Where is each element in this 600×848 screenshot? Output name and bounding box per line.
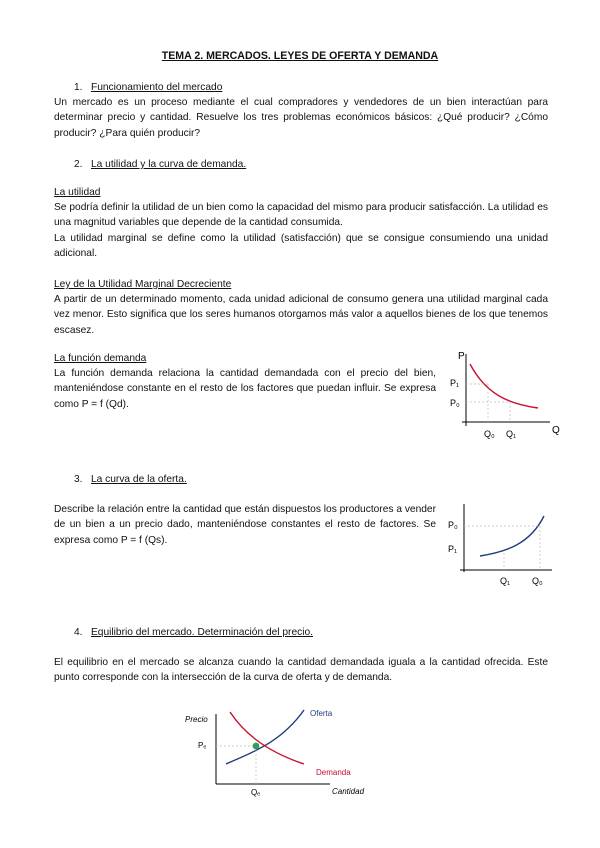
demand-graph [448, 346, 568, 446]
section-title: La curva de la oferta. [91, 474, 187, 485]
supply-graph [446, 500, 556, 592]
subheading-ley-utilidad: Ley de la Utilidad Marginal Decreciente [54, 279, 232, 290]
supply-curve [226, 710, 304, 764]
ley-utilidad-paragraph: A partir de un determinado momento, cada unidad adicional de consumo genera una utilidad marginal cada vez menor. Esto significa que los seres humanos otorgamos más valor a aquellos bienes de los que tenemos escasez. [54, 294, 548, 336]
q0-label: Q₀ [484, 429, 495, 439]
y-axis-label: Precio [185, 715, 208, 724]
demand-curve [230, 712, 304, 764]
p1-label: P₁ [450, 378, 460, 388]
p0-label: P₀ [450, 398, 460, 408]
equilibrium-graph [180, 702, 370, 802]
q1-label: Q₁ [506, 429, 517, 439]
section-number: 4. [74, 627, 83, 638]
x-axis-label: Q [552, 425, 560, 436]
utilidad-paragraph-2: La utilidad marginal se define como la utilidad (satisfacción) que se consigue consumiendo una unidad adicional. [54, 233, 548, 260]
section-title: Equilibrio del mercado. Determinación del precio. [91, 627, 313, 638]
section-number: 2. [74, 159, 83, 170]
y-axis-label: P [458, 351, 465, 362]
q1-label: Q₁ [500, 576, 511, 586]
supply-label: Oferta [310, 709, 333, 718]
x-axis-label: Cantidad [332, 787, 365, 796]
supply-curve [480, 516, 544, 556]
subheading-utilidad: La utilidad [54, 187, 101, 198]
page-title: TEMA 2. MERCADOS. LEYES DE OFERTA Y DEMANDA [161, 50, 439, 62]
qe-label: Qₑ [251, 788, 261, 797]
section-3-heading [74, 472, 187, 487]
p0-label: P₀ [448, 520, 458, 530]
section-title: La utilidad y la curva de demanda. [91, 159, 247, 170]
section-title: Funcionamiento del mercado [91, 82, 223, 93]
p1-label: P₁ [448, 544, 458, 554]
section-4-body: El equilibrio en el mercado se alcanza cuando la cantidad demandada iguala a la cantidad ofrecida. Este punto corresponde con la intersección de la curva de oferta y de demanda. [54, 657, 548, 684]
pe-label: Pₑ [198, 741, 207, 750]
section-3-body: Describe la relación entre la cantidad que están dispuestos los productores a vender de un bien a un precio dado, manteniéndose constantes el resto de factores. Se expresa como P = f (Qs). [54, 504, 436, 546]
demand-curve [470, 364, 538, 408]
subheading-funcion-demanda: La función demanda [54, 353, 147, 364]
section-1-heading [74, 80, 222, 95]
section-number: 3. [74, 474, 83, 485]
q0-label: Q₀ [532, 576, 543, 586]
section-1-body: Un mercado es un proceso mediante el cual compradores y vendedores de un bien interactúan para determinar precio y cantidad. Resuelve los tres problemas económicos básicos: ¿Qué producir? ¿Cómo producir? ¿Para quién producir? [54, 97, 548, 139]
section-number: 1. [74, 82, 83, 93]
section-2-heading [74, 157, 246, 172]
funcion-demanda-paragraph: La función demanda relaciona la cantidad demandada con el precio del bien, manteniéndose constante en el resto de los factores que puedan influir. Se expresa como P = f (Qd). [54, 368, 436, 410]
section-4-heading [74, 625, 313, 640]
utilidad-paragraph-1: Se podría definir la utilidad de un bien como la capacidad del mismo para producir satisfacción. La utilidad es una magnitud variables que depende de la cantidad consumida. [54, 202, 548, 229]
demand-label: Demanda [316, 768, 351, 777]
equilibrium-point [253, 743, 260, 750]
